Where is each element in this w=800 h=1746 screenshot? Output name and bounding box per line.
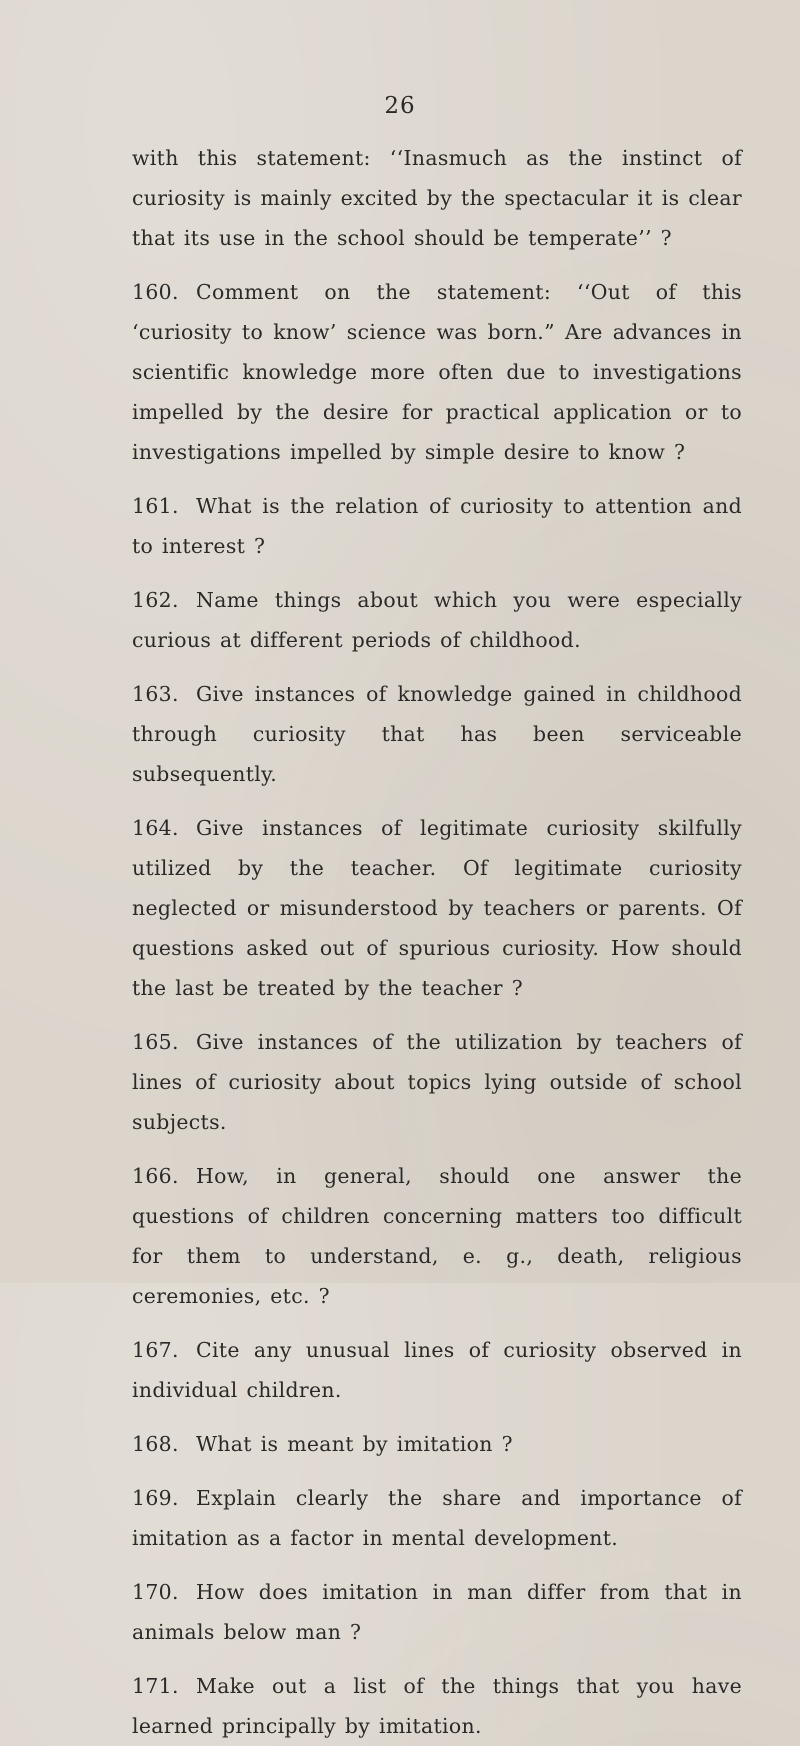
question-text: Cite any unusual lines of curiosity observed in individual children. <box>132 1338 742 1402</box>
question-163 <box>132 674 742 794</box>
question-162 <box>132 580 742 660</box>
question-169 <box>132 1478 742 1558</box>
question-number: 167. <box>132 1338 179 1362</box>
question-164 <box>132 808 742 1008</box>
question-text: Give instances of the utilization by teachers of lines of curiosity about topics lying outside of school subjects. <box>132 1030 742 1134</box>
question-number: 166. <box>132 1164 179 1188</box>
question-number: 169. <box>132 1486 179 1510</box>
question-text: Make out a list of the things that you have learned principally by imitation. <box>132 1674 742 1738</box>
question-160 <box>132 272 742 472</box>
paragraph-continuation <box>132 138 742 258</box>
question-number: 160. <box>132 280 179 304</box>
question-161 <box>132 486 742 566</box>
question-number: 171. <box>132 1674 179 1698</box>
question-text: Give instances of legitimate curiosity skilfully utilized by the teacher. Of legitimate curiosity neglected or misunderstood by teachers or parents. Of questions asked out of spurious curiosity. How should the last be treated by the teacher ? <box>132 816 742 1000</box>
page-number: 26 <box>384 93 416 119</box>
question-number: 170. <box>132 1580 179 1604</box>
question-171 <box>132 1666 742 1746</box>
question-166 <box>132 1156 742 1316</box>
question-168 <box>132 1424 742 1464</box>
question-text: Explain clearly the share and importance of imitation as a factor in mental development. <box>132 1486 742 1550</box>
question-number: 165. <box>132 1030 179 1054</box>
question-number: 164. <box>132 816 179 840</box>
question-number: 162. <box>132 588 179 612</box>
question-number: 161. <box>132 494 179 518</box>
question-text: Comment on the statement: ‘‘Out of this ‘curiosity to know’ science was born.” Are advances in scientific knowledge more often due to investigations impelled by the desire for practical application or to investigations impelled by simple desire to know ? <box>132 280 742 464</box>
question-text: Give instances of knowledge gained in childhood through curiosity that has been serviceable subsequently. <box>132 682 742 786</box>
question-number: 168. <box>132 1432 179 1456</box>
question-170 <box>132 1572 742 1652</box>
paragraph-text: with this statement: ‘‘Inasmuch as the instinct of curiosity is mainly excited by the spectacular it is clear that its use in the school should be temperate’’ ? <box>132 146 742 250</box>
question-167 <box>132 1330 742 1410</box>
question-165 <box>132 1022 742 1142</box>
question-text: How does imitation in man differ from that in animals below man ? <box>132 1580 742 1644</box>
question-text: What is meant by imitation ? <box>196 1432 513 1456</box>
question-text: What is the relation of curiosity to attention and to interest ? <box>132 494 742 558</box>
question-text: How, in general, should one answer the questions of children concerning matters too difficult for them to understand, e. g., death, religious ceremonies, etc. ? <box>132 1164 742 1308</box>
text-block <box>132 138 742 1746</box>
question-text: Name things about which you were especially curious at different periods of childhood. <box>132 588 742 652</box>
question-number: 163. <box>132 682 179 706</box>
